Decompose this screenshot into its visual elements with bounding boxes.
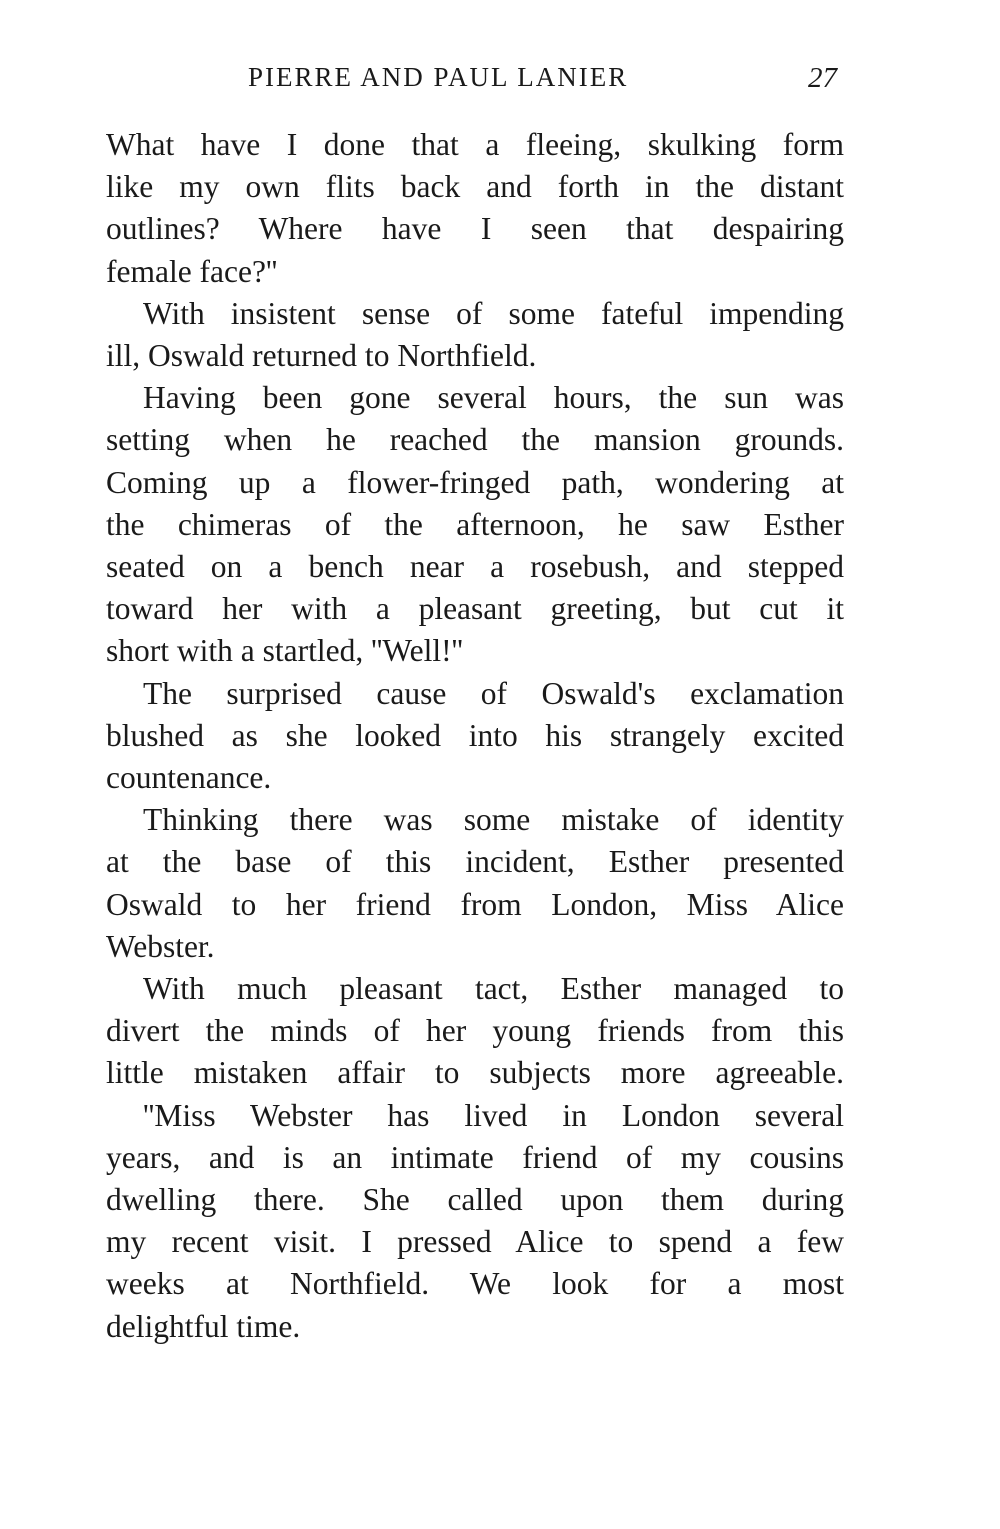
paragraph [106, 124, 844, 293]
text-line: Having been gone several hours, the sun was [143, 380, 844, 416]
paragraph [106, 673, 844, 800]
text-line: With much pleasant tact, Esther managed to [143, 971, 844, 1007]
text-line: female face?'' [106, 253, 278, 289]
text-line: setting when he reached the mansion grounds. [106, 422, 844, 458]
text-line: my recent visit. I pressed Alice to spend a few [106, 1224, 844, 1260]
text-line: at the base of this incident, Esther presented [106, 844, 844, 880]
text-line: years, and is an intimate friend of my cousins [106, 1139, 844, 1175]
text-line: weeks at Northfield. We look for a most [106, 1266, 844, 1302]
text-line: ''Miss Webster has lived in London several [143, 1097, 844, 1133]
text-line: dwelling there. She called upon them during [106, 1182, 844, 1218]
text-line: toward her with a pleasant greeting, but cut it [106, 591, 844, 627]
text-line: Thinking there was some mistake of identity [143, 802, 844, 838]
text-line: Oswald to her friend from London, Miss Alice [106, 886, 844, 922]
body-text [106, 124, 844, 1348]
text-line: The surprised cause of Oswald's exclamation [143, 675, 844, 711]
paragraph [106, 1095, 844, 1348]
page-number: 27 [808, 62, 837, 94]
paragraph [106, 799, 844, 968]
text-line: like my own flits back and forth in the distant [106, 169, 844, 205]
text-line: Webster. [106, 928, 215, 964]
running-title: PIERRE AND PAUL LANIER [248, 62, 629, 92]
text-line: blushed as she looked into his strangely excited [106, 717, 844, 753]
text-line: delightful time. [106, 1308, 301, 1344]
text-line: seated on a bench near a rosebush, and stepped [106, 549, 844, 585]
text-line: outlines? Where have I seen that despairing [106, 211, 844, 247]
text-line: countenance. [106, 760, 272, 796]
text-line: With insistent sense of some fateful impending [143, 295, 844, 331]
text-line: little mistaken affair to subjects more agreeable. [106, 1055, 844, 1091]
text-line: What have I done that a fleeing, skulking form [106, 127, 844, 162]
text-line: the chimeras of the afternoon, he saw Esther [106, 506, 844, 542]
text-line: Coming up a flower-fringed path, wondering at [106, 464, 844, 500]
paragraph [106, 968, 844, 1095]
paragraph [106, 293, 844, 377]
paragraph [106, 377, 844, 672]
text-line: ill, Oswald returned to Northfield. [106, 338, 537, 374]
text-line: short with a startled, ''Well!'' [106, 633, 463, 669]
text-line: divert the minds of her young friends from this [106, 1013, 844, 1049]
